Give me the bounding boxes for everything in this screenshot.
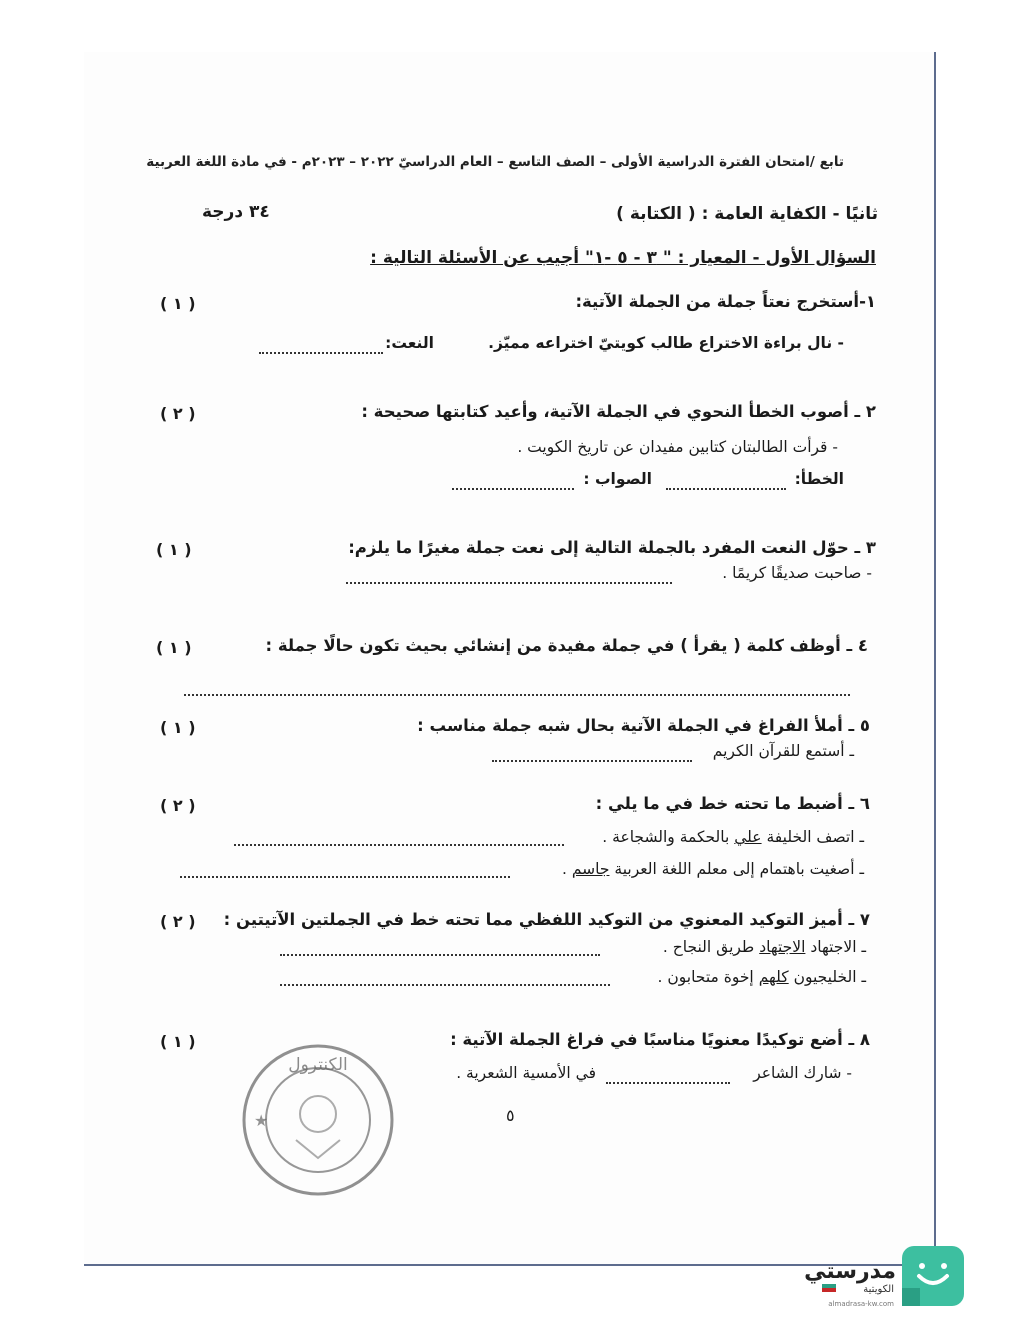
answer-line[interactable] — [492, 748, 692, 762]
question-5-mark: ( ١ ) — [160, 718, 196, 737]
question-2-error-label: الخطأ: — [794, 470, 844, 488]
stamp-text: الكنترول — [288, 1055, 348, 1075]
answer-line[interactable] — [346, 570, 672, 584]
question-8-sentence-start: - شارك الشاعر — [753, 1064, 852, 1082]
answer-line[interactable] — [280, 972, 610, 986]
question-3-sentence: - صاحبت صديقًا كريمًا . — [722, 564, 872, 582]
question-6: ٦ ـ أضبط ما تحته خط في ما يلي : — [595, 794, 870, 813]
question-2-correct-label: الصواب : — [583, 470, 652, 488]
question-7-sentence-2 — [658, 968, 866, 986]
question-7-mark: ( ٢ ) — [160, 912, 196, 931]
question-heading: السؤال الأول - المعيار : " ٣ - ٥ -١" أجيب عن الأسئلة التالية : — [370, 248, 876, 268]
answer-line[interactable] — [666, 476, 786, 490]
question-8-mark: ( ١ ) — [160, 1032, 196, 1051]
question-4: ٤ ـ أوظف كلمة ( يقرأ ) في جملة مفيدة من إنشائي بحيث تكون حالًا جملة : — [265, 636, 868, 655]
exam-page — [84, 52, 936, 1266]
answer-line[interactable] — [606, 1070, 730, 1084]
control-stamp — [238, 1040, 398, 1200]
question-6-sentence-1 — [602, 828, 864, 846]
question-2-mark: ( ٢ ) — [160, 404, 196, 423]
answer-line[interactable] — [280, 942, 600, 956]
sentence-part: بالحكمة والشجاعة . — [602, 828, 730, 846]
logo-site: almadrasa-kw.com — [828, 1300, 894, 1308]
sentence-part: ـ أصغيت باهتمام إلى معلم اللغة العربية — [614, 860, 864, 878]
underlined-word: جاسم — [571, 860, 610, 878]
answer-line[interactable] — [452, 476, 574, 490]
page-number: ٥ — [506, 1106, 515, 1125]
answer-line[interactable] — [184, 682, 850, 696]
question-6-sentence-2 — [562, 860, 864, 878]
answer-line[interactable] — [180, 864, 510, 878]
question-2: ٢ ـ أصوب الخطأ النحوي في الجملة الآتية، وأعيد كتابتها صحيحة : — [361, 402, 876, 421]
section-degree: ٣٤ درجة — [202, 202, 270, 222]
question-3: ٣ ـ حوّل النعت المفرد بالجملة التالية إلى نعت جملة مغيرًا ما يلزم: — [348, 538, 876, 557]
sentence-part: ـ اتصف الخليفة — [766, 828, 864, 846]
question-5: ٥ ـ أملأ الفراغ في الجملة الآتية بحال شبه جملة مناسب : — [417, 716, 870, 735]
question-1: ١-أستخرج نعتاً جملة من الجملة الآتية: — [575, 292, 876, 311]
question-1-sentence: - نال براءة الاختراع طالب كويتيّ اختراعه مميّز. — [488, 334, 844, 352]
question-6-mark: ( ٢ ) — [160, 796, 196, 815]
underlined-word: الاجتهاد — [759, 938, 806, 956]
question-3-mark: ( ١ ) — [156, 540, 192, 559]
madrasati-logo — [798, 1244, 968, 1314]
sentence-part: ـ الاجتهاد — [810, 938, 866, 956]
answer-line[interactable] — [259, 340, 383, 354]
sentence-part: . — [561, 860, 567, 878]
underlined-word: كلهم — [758, 968, 789, 986]
question-7: ٧ ـ أميز التوكيد المعنوي من التوكيد اللفظي مما تحته خط في الجملتين الآتيتين : — [223, 910, 870, 929]
sentence-part: ـ الخليجيون — [793, 968, 866, 986]
sentence-part: طريق النجاح . — [662, 938, 755, 956]
svg-text:★: ★ — [254, 1111, 269, 1130]
question-2-sentence: - قرأت الطالبتان كتابين مفيدان عن تاريخ الكويت . — [517, 438, 838, 456]
sentence-part: إخوة متحابون . — [657, 968, 754, 986]
section-title: ثانيًا - الكفاية العامة : ( الكتابة ) — [616, 204, 878, 224]
question-1-mark: ( ١ ) — [160, 294, 196, 313]
underlined-word: علي — [734, 828, 762, 846]
exam-header: تابع /امتحان الفترة الدراسية الأولى – الصف التاسع – العام الدراسيّ ٢٠٢٢ – ٢٠٢٣م - في مادة اللغة العربية — [146, 154, 844, 170]
question-7-sentence-1 — [663, 938, 866, 956]
question-8: ٨ ـ أضع توكيدًا معنويًا مناسبًا في فراغ الجملة الآتية : — [450, 1030, 870, 1049]
answer-line[interactable] — [234, 832, 564, 846]
question-1-label: النعت: — [385, 334, 434, 352]
logo-subtitle: الكويتية — [863, 1284, 894, 1295]
logo-name: مدرستي — [804, 1259, 896, 1284]
question-5-sentence: ـ أستمع للقرآن الكريم — [712, 742, 854, 760]
question-4-mark: ( ١ ) — [156, 638, 192, 657]
question-8-sentence-end: في الأمسية الشعرية . — [456, 1064, 596, 1082]
